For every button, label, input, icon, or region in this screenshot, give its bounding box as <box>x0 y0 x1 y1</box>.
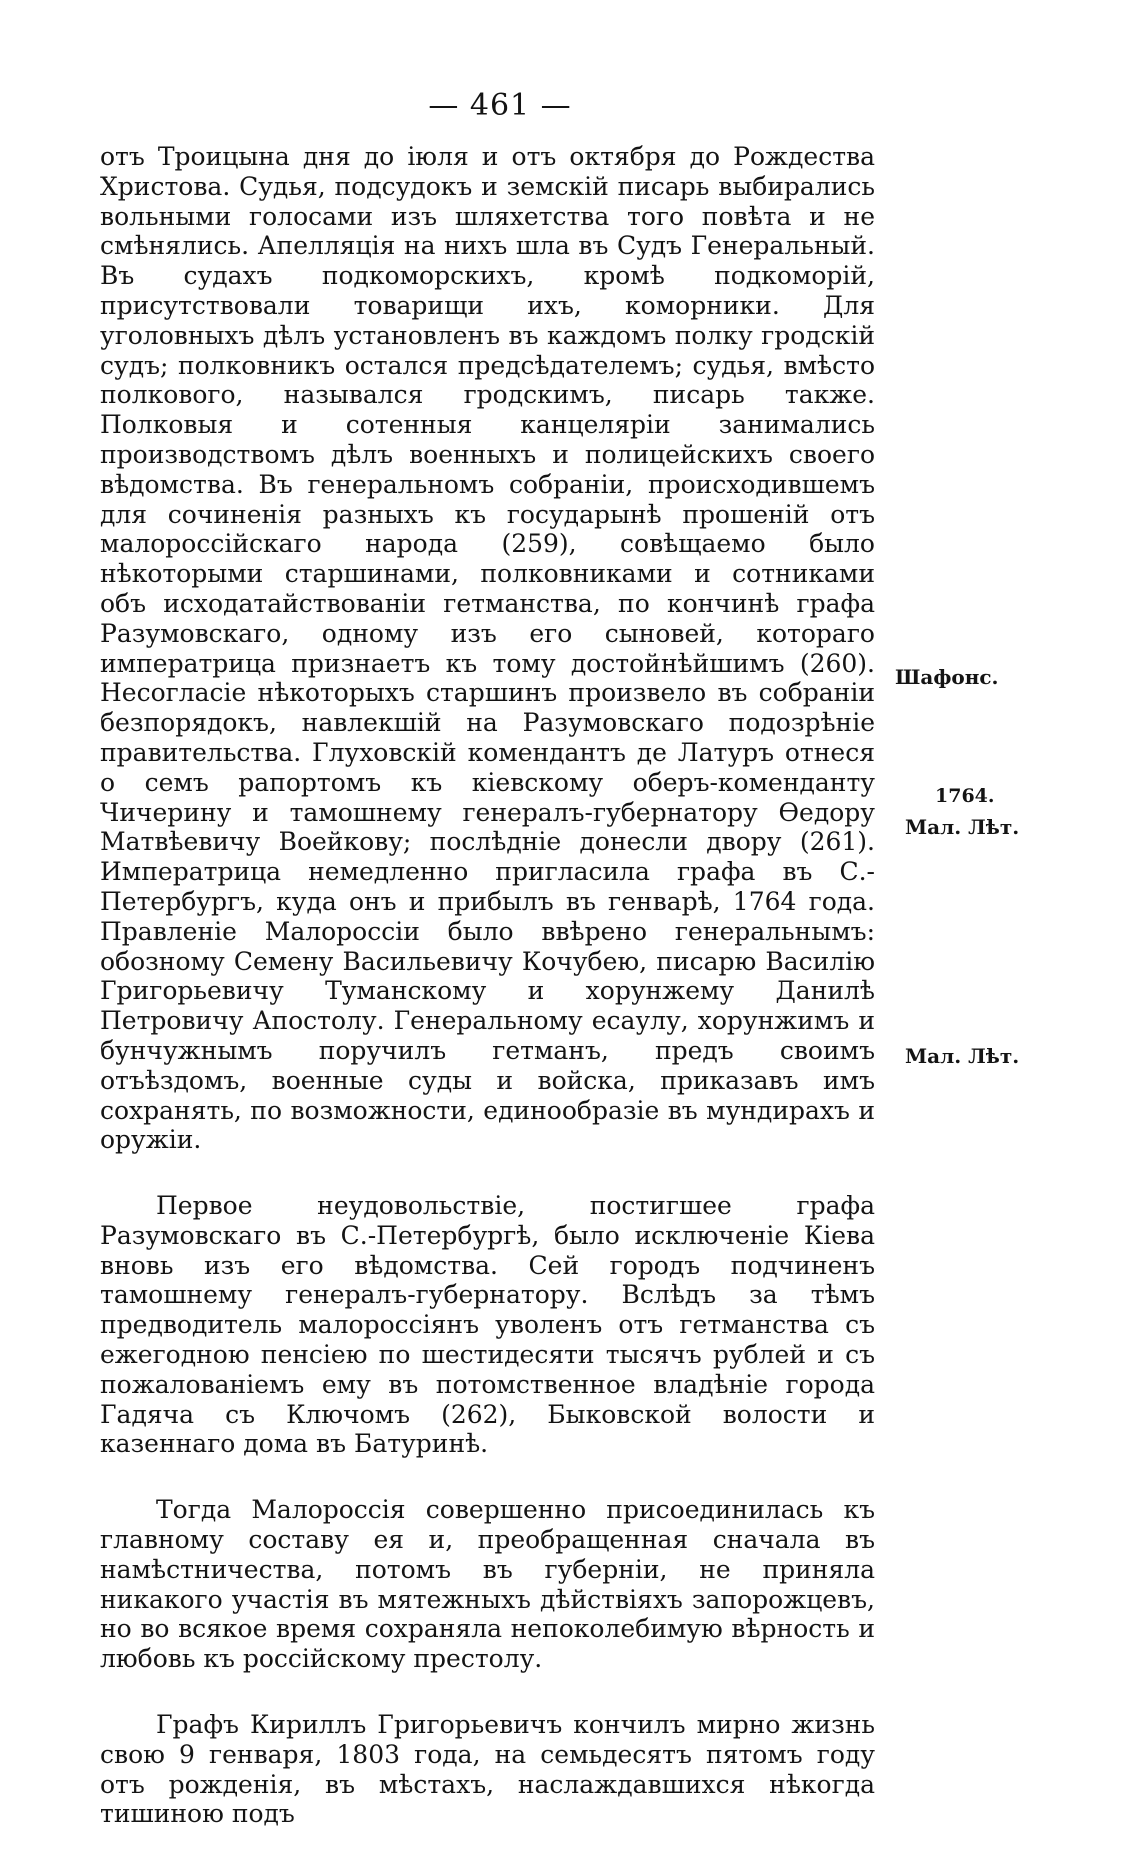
paragraph-3: Тогда Малороссія совершенно присоединилась къ главному составу ея и, преобращенная сначала въ намѣстничества, потомъ въ губерніи, не приняла никакого участія въ мятежныхъ дѣйствіяхъ запорожцевъ, но во всякое время сохраняла непоколебимую вѣрность и любовь къ россійскому престолу. <box>100 1495 875 1674</box>
body-text <box>100 142 875 1865</box>
margin-note-year: 1764. <box>935 785 995 807</box>
margin-note-mal-let-2: Мал. Лѣт. <box>905 1044 1020 1068</box>
margin-note-shafons: Шафонс. <box>895 665 999 689</box>
margin-note-mal-let: Мал. Лѣт. <box>905 815 1020 839</box>
page-number: — 461 — <box>428 88 572 123</box>
paragraph-4: Графъ Кириллъ Григорьевичъ кончилъ мирно жизнь свою 9 генваря, 1803 года, на семьдесятъ пятомъ году отъ рожденія, въ мѣстахъ, наслаждавшихся нѣкогда тишиною подъ <box>100 1710 875 1829</box>
paragraph-1: отъ Троицына дня до іюля и отъ октября до Рождества Христова. Судья, подсудокъ и земскій писарь выбирались вольными голосами изъ шляхетства того повѣта и не смѣнялись. Апелляція на нихъ шла въ Судъ Генеральный. Въ судахъ подкоморскихъ, кромѣ подкоморій, присутствовали товарищи ихъ, коморники. Для уголовныхъ дѣлъ установленъ въ каждомъ полку гродскій судъ; полковникъ остался предсѣдателемъ; судья, вмѣсто полкового, назывался гродскимъ, писарь также. Полковыя и сотенныя канцеляріи занимались производствомъ дѣлъ военныхъ и полицейскихъ своего вѣдомства. Въ генеральномъ собраніи, происходившемъ для сочиненія разныхъ къ государынѣ прошеній отъ малороссійскаго народа (259), совѣщаемо было нѣкоторыми старшинами, полковниками и сотниками объ исходатайствованіи гетманства, по кончинѣ графа Разумовскаго, одному изъ его сыновей, котораго императрица признаетъ къ тому достойнѣйшимъ (260). Несогласіе нѣкоторыхъ старшинъ произвело въ собраніи безпорядокъ, навлекшій на Разумовскаго подозрѣніе правительства. Глуховскій комендантъ де Латуръ отнеся о семъ рапортомъ къ кіевскому оберъ-коменданту Чичерину и тамошнему генералъ-губернатору Өедору Матвѣевичу Воейкову; послѣдніе донесли двору (261). Императрица немедленно пригласила графа въ С.-Петербургъ, куда онъ и прибылъ въ генварѣ, 1764 года. Правленіе Малороссіи было ввѣрено генеральнымъ: обозному Семену Васильевичу Кочубею, писарю Василію Григорьевичу Туманскому и хорунжему Данилѣ Петровичу Апостолу. Генеральному есаулу, хорунжимъ и бунчужнымъ поручилъ гетманъ, предъ своимъ отъѣздомъ, военные суды и войска, приказавъ имъ сохранять, по возможности, единообразіе въ мундирахъ и оружіи. <box>100 142 875 1155</box>
paragraph-2: Первое неудовольствіе, постигшее графа Разумовскаго въ С.-Петербургѣ, было исключеніе Кіева вновь изъ его вѣдомства. Сей городъ подчиненъ тамошнему генералъ-губернатору. Вслѣдъ за тѣмъ предводитель малороссіянъ уволенъ отъ гетманства съ ежегодною пенсіею по шестидесяти тысячъ рублей и съ пожалованіемъ ему въ потомственное владѣніе города Гадяча съ Ключомъ (262), Быковской волости и казеннаго дома въ Батуринѣ. <box>100 1191 875 1459</box>
